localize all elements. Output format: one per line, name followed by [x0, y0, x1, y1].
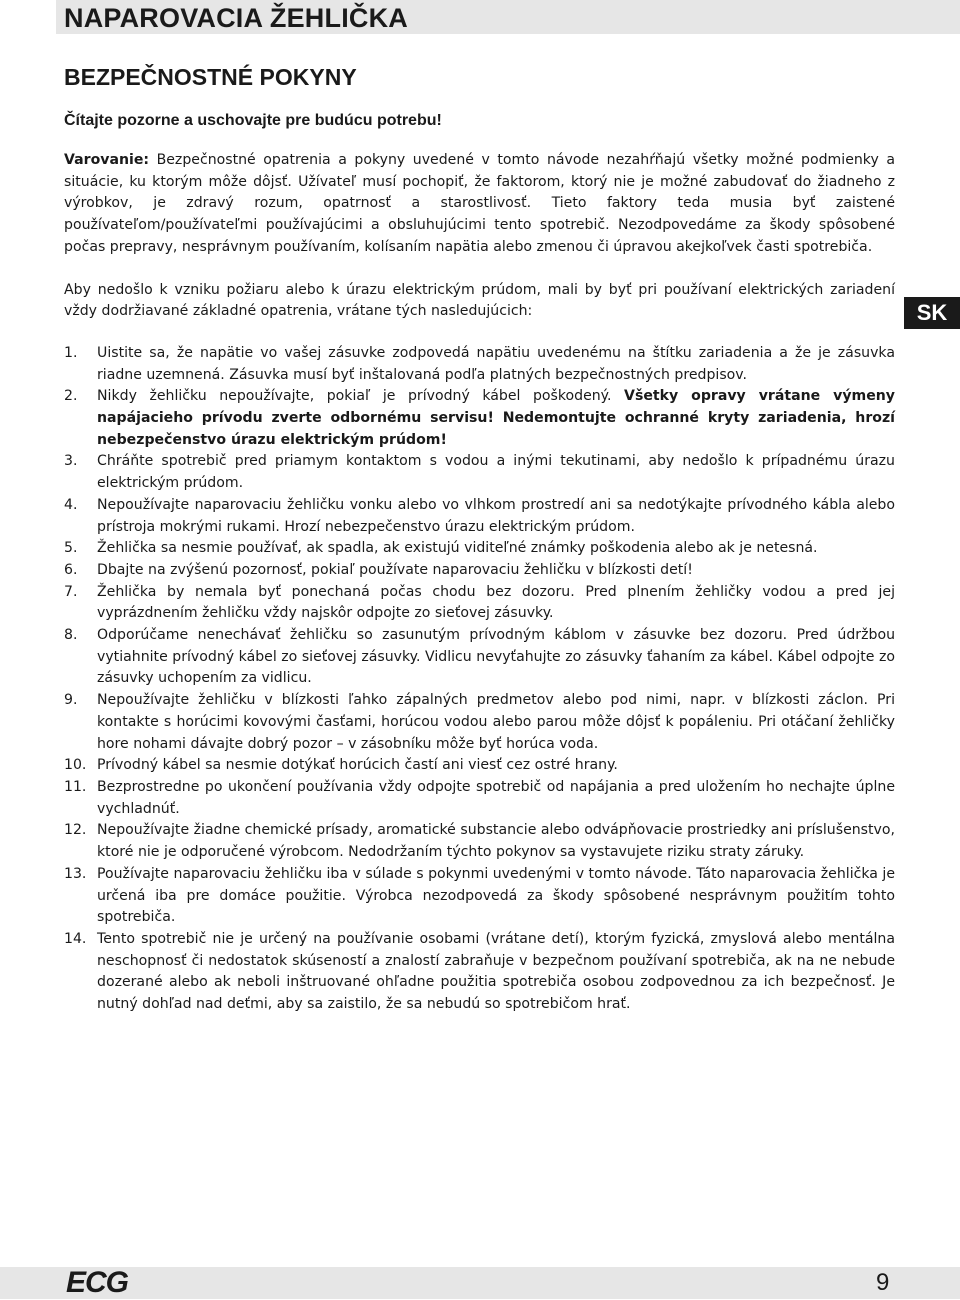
- list-item: [64, 538, 895, 560]
- item-number: 13.: [64, 865, 87, 882]
- list-item: [64, 386, 895, 451]
- list-item: [64, 560, 895, 582]
- item-text-wrap: [97, 386, 895, 451]
- item-text: Chráňte spotrebič pred priamym kontaktom s vodou a inými tekutinami, aby nedošlo k prípadnému úrazu elektrickým prúdom.: [97, 453, 895, 492]
- item-text: Odporúčame nenechávať žehličku so zasunutým prívodným káblom v zásuvke bez dozoru. Pred údržbou vytiahnite prívodný kábel zo sieťovej zásuvky. Vidlicu nevyťahujte zo zásuvky ťahaním za kábel. Kábel odpojte zo zásuvky uchopením za vidlicu.: [97, 627, 895, 687]
- list-item: [64, 690, 895, 755]
- item-number: 12.: [64, 822, 87, 839]
- item-number: 14.: [64, 930, 87, 947]
- item-number: 1.: [64, 344, 78, 361]
- content-body: [64, 150, 895, 1016]
- document-title: NAPAROVACIA ŽEHLIČKA: [64, 3, 408, 33]
- footer-bar: [0, 1267, 960, 1299]
- item-text: Používajte naparovaciu žehličku iba v súlade s pokynmi uvedenými v tomto návode. Táto naparovacia žehlička je určená iba pre domáce použitie. Výrobca nezodpovedá za škody spôsobené nesprávnym použitím tohto spotrebiča.: [97, 865, 895, 926]
- item-number: 11.: [64, 778, 87, 795]
- item-text: Nikdy žehličku nepoužívajte, pokiaľ je prívodný kábel poškodený.: [97, 388, 625, 405]
- list-item: [64, 777, 895, 820]
- page-number: 9: [876, 1269, 890, 1296]
- item-text: Prívodný kábel sa nesmie dotýkať horúcich častí ani viesť cez ostré hrany.: [97, 757, 618, 774]
- item-number: 2.: [64, 388, 78, 405]
- item-number: 7.: [64, 583, 78, 600]
- item-number: 6.: [64, 561, 78, 578]
- safety-list: [64, 343, 895, 1016]
- item-text: Nepoužívajte žiadne chemické prísady, aromatické substancie alebo odvápňovacie prostriedky ani príslušenstvo, ktoré nie je odporučené výrobcom. Nedodržaním týchto pokynov sa vystavujete riziku straty záruky.: [97, 822, 895, 861]
- item-number: 9.: [64, 692, 78, 709]
- item-text: Nepoužívajte naparovaciu žehličku vonku alebo vo vlhkom prostredí ani sa nedotýkajte prívodného kábla alebo prístroja mokrými rukami. Hrozí nebezpečenstvo úrazu elektrickým prúdom.: [97, 496, 895, 535]
- item-number: 8.: [64, 627, 78, 644]
- list-item: [64, 495, 895, 538]
- list-item: [64, 820, 895, 863]
- list-item: [64, 625, 895, 690]
- item-text: Žehlička sa nesmie používať, ak spadla, ak existujú viditeľné známky poškodenia alebo ak je netesná.: [97, 540, 818, 557]
- item-text: Dbajte na zvýšenú pozornosť, pokiaľ používate naparovaciu žehličku v blízkosti detí!: [97, 561, 693, 578]
- list-item: [64, 929, 895, 1016]
- list-item: [64, 755, 895, 777]
- item-number: 5.: [64, 540, 78, 557]
- item-text: Žehlička by nemala byť ponechaná počas chodu bez dozoru. Pred plnením žehličky vodou a pred jej vyprázdnením žehličku vždy najskôr odpojte zo sieťovej zásuvky.: [97, 583, 895, 622]
- list-item: [64, 451, 895, 494]
- item-bold-text: Všetky opravy vrátane výmeny napájacieho prívodu zverte odbornému servisu! Nedemontujte ochranné kryty zariadenia, hrozí nebezpečenstvo úrazu elektrickým prúdom!: [97, 388, 895, 448]
- language-badge: SK: [904, 297, 960, 329]
- warning-text: Bezpečnostné opatrenia a pokyny uvedené v tomto návode nezahŕňajú všetky možné podmienky a situácie, ku ktorým môže dôjsť. Užívateľ musí pochopiť, že faktorom, ktorý nie je možné zabudovať do žiadneho z výrobkov, je zdravý rozum, opatrnosť a starostlivosť. Tieto faktory teda musia byť zaistené používateľom/používateľmi používajúcimi a obsluhujúcimi tento spotrebič. Nezodpovedáme za škody spôsobené počas prepravy, nesprávnym používaním, kolísaním napätia alebo zmenou či úpravou akejkoľvek časti spotrebiča.: [64, 152, 895, 255]
- list-item: [64, 343, 895, 386]
- item-text: Uistite sa, že napätie vo vašej zásuvke zodpovedá napätiu uvedenému na štítku zariadenia a že je zásuvka riadne uzemnená. Zásuvka musí byť inštalovaná podľa platných bezpečnostných predpisov.: [97, 344, 895, 383]
- item-number: 3.: [64, 453, 78, 470]
- item-text: Tento spotrebič nie je určený na používanie osobami (vrátane detí), ktorým fyzická, zmyslová alebo mentálna neschopnosť či nedostatok skúseností a znalostí zabraňuje v bezpečnom používaní spotrebiča, ak na ne nebude dozerané alebo ak neboli inštruované ohľadne použitia spotrebiča osobou zodpovednou za ich bezpečnosť. Je nutný dohľad nad deťmi, aby sa zaistilo, že sa nebudú so spotrebičom hrať.: [97, 930, 895, 1013]
- item-text: Nepoužívajte žehličku v blízkosti ľahko zápalných predmetov alebo pod nimi, napr. v blízkosti záclon. Pri kontakte s horúcimi kovovými časťami, horúcou vodou alebo parou môže dôjsť k popáleniu. Pri otáčaní žehličky hore nohami dávajte dobrý pozor – v zásobníku môže byť horúca voda.: [97, 692, 895, 752]
- list-item: [64, 582, 895, 625]
- item-number: 10.: [64, 757, 87, 774]
- section-subtitle: Čítajte pozorne a uschovajte pre budúcu potrebu!: [64, 112, 442, 129]
- ecg-logo: ECG: [66, 1266, 129, 1299]
- intro-paragraph: Aby nedošlo k vzniku požiaru alebo k úrazu elektrickým prúdom, mali by byť pri používaní elektrických zariadení vždy dodržiavané základné opatrenia, vrátane tých nasledujúcich:: [64, 281, 895, 320]
- section-title: BEZPEČNOSTNÉ POKYNY: [64, 64, 357, 90]
- list-item: [64, 864, 895, 929]
- item-number: 4.: [64, 496, 78, 513]
- warning-paragraph: [64, 150, 895, 259]
- item-text: Bezprostredne po ukončení používania vždy odpojte spotrebič od napájania a pred uložením ho nechajte úplne vychladnúť.: [97, 778, 895, 817]
- warning-label: Varovanie:: [64, 152, 150, 168]
